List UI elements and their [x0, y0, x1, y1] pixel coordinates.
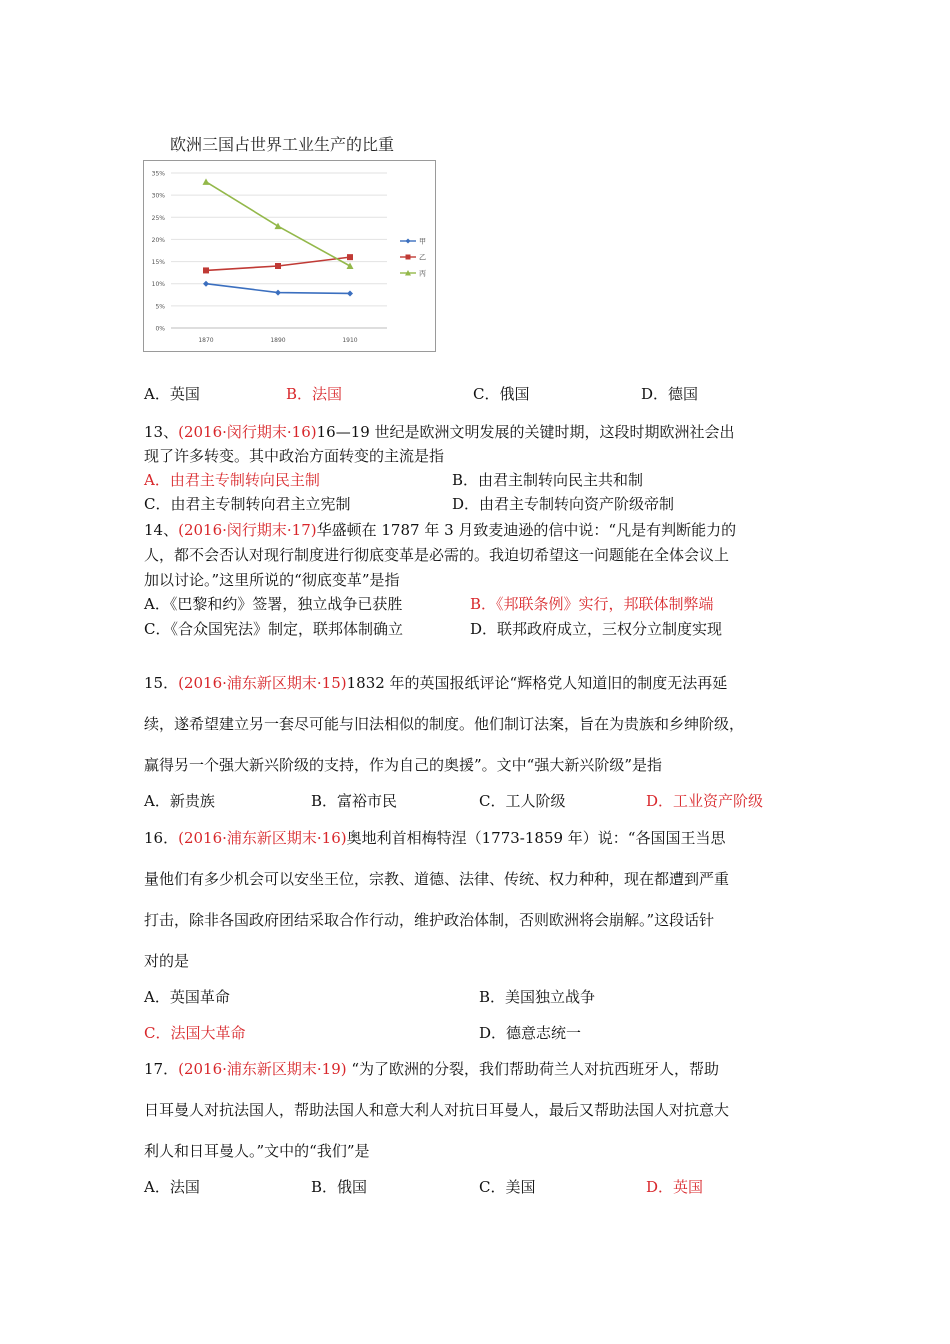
- q17-text: “为了欧洲的分裂，我们帮助荷兰人对抗西班牙人，帮助: [346, 1060, 720, 1078]
- q14-stem-line-2: 人，都不会否认对现行制度进行彻底变革是必需的。我迫切希望这一问题能在全体会议上: [144, 546, 730, 564]
- x-tick-label: 1890: [270, 337, 286, 344]
- q12-option-b-answer: B．法国: [286, 385, 343, 403]
- q13-stem-line-2: 现了许多转变。其中政治方面转变的主流是指: [144, 447, 445, 465]
- x-tick-label: 1910: [342, 337, 358, 344]
- data-point-series-3: [203, 178, 210, 185]
- legend-label-2: 乙: [419, 253, 426, 262]
- q17-number: 17．: [144, 1060, 179, 1078]
- q15-stem-line-3: 赢得另一个强大新兴阶级的支持，作为自己的奥援”。文中“强大新兴阶级”是指: [144, 756, 663, 774]
- q13-stem-line-1: [144, 421, 735, 443]
- chart-frame: [143, 160, 436, 352]
- q12-option-c: C．俄国: [473, 385, 530, 403]
- legend-label-1: 甲: [419, 237, 426, 246]
- q17-stem-line-3: 利人和日耳曼人。”文中的“我们”是: [144, 1142, 370, 1160]
- q14-option-a: A．《巴黎和约》签署，独立战争已获胜: [144, 595, 403, 613]
- q12-option-d: D．德国: [641, 385, 699, 403]
- y-tick-label: 20%: [151, 236, 165, 244]
- q15-option-d-answer: D．工业资产阶级: [646, 792, 764, 810]
- data-point-series-1: [347, 290, 353, 296]
- y-tick-label: 35%: [151, 170, 165, 178]
- q13-option-c: C．由君主专制转向君主立宪制: [144, 495, 351, 513]
- q15-stem-line-1: [144, 672, 727, 694]
- y-tick-label: 15%: [151, 259, 165, 267]
- q17-option-c: C．美国: [479, 1178, 536, 1196]
- q13-option-a-answer: A．由君主专制转向民主制: [144, 471, 320, 489]
- legend-label-3: 丙: [419, 269, 426, 278]
- q16-option-c-answer: C．法国大革命: [144, 1024, 246, 1042]
- q16-stem-line-4: 对的是: [144, 952, 190, 970]
- q17-option-d-answer: D．英国: [646, 1178, 704, 1196]
- q16-stem-line-3: 打击，除非各国政府团结采取合作行动，维护政治体制，否则欧洲将会崩解。”这段话针: [144, 911, 715, 929]
- y-tick-label: 0%: [155, 325, 165, 333]
- q17-stem-line-2: 日耳曼人对抗法国人，帮助法国人和意大利人对抗日耳曼人，最后又帮助法国人对抗意大: [144, 1101, 730, 1119]
- q15-number: 15．: [144, 674, 179, 692]
- q17-option-a: A．法国: [144, 1178, 200, 1196]
- q17-stem-line-1: [144, 1058, 719, 1080]
- y-tick-label: 30%: [151, 192, 165, 200]
- q14-number: 14、: [144, 521, 179, 539]
- q13-number: 13、: [144, 423, 179, 441]
- q14-stem-line-1: [144, 519, 736, 541]
- data-point-series-2: [347, 254, 353, 260]
- q15-option-c: C．工人阶级: [479, 792, 566, 810]
- q15-stem-line-2: 续，遂希望建立另一套尽可能与旧法相似的制度。他们制订法案，旨在为贵族和乡绅阶级，: [144, 715, 745, 733]
- q12-option-a: A．英国: [144, 385, 200, 403]
- q16-stem-line-2: 量他们有多少机会可以安坐王位，宗教、道德、法律、传统、权力种种，现在都遭到严重: [144, 870, 730, 888]
- q14-option-c: C．《合众国宪法》制定，联邦体制确立: [144, 620, 403, 638]
- legend-marker-2: [406, 255, 411, 260]
- q13-option-b: B．由君主制转向民主共和制: [452, 471, 644, 489]
- q17-option-b: B．俄国: [311, 1178, 368, 1196]
- data-point-series-3: [347, 263, 354, 270]
- q15-option-a: A．新贵族: [144, 792, 215, 810]
- q17-source: (2016·浦东新区期末·19): [178, 1060, 347, 1078]
- q14-option-b-answer: B．《邦联条例》实行，邦联体制弊端: [470, 595, 714, 613]
- q13-option-d: D．由君主专制转向资产阶级帝制: [452, 495, 675, 513]
- q15-source: (2016·浦东新区期末·15): [178, 674, 347, 692]
- data-point-series-3: [275, 223, 282, 230]
- q14-option-d: D．联邦政府成立，三权分立制度实现: [470, 620, 723, 638]
- q16-option-a: A．英国革命: [144, 988, 230, 1006]
- q16-number: 16．: [144, 829, 179, 847]
- data-point-series-2: [275, 263, 281, 269]
- q14-text: 华盛顿在 1787 年 3 月致麦迪逊的信中说：“凡是有判断能力的: [316, 521, 737, 539]
- q16-source: (2016·浦东新区期末·16): [178, 829, 347, 847]
- data-point-series-1: [275, 290, 281, 296]
- data-point-series-1: [203, 281, 209, 287]
- chart-title: 欧洲三国占世界工业生产的比重: [170, 135, 395, 154]
- line-chart: [144, 161, 435, 351]
- q16-text: 奥地利首相梅特涅（1773-1859 年）说：“各国国王当思: [346, 829, 726, 847]
- q14-stem-line-3: 加以讨论。”这里所说的“彻底变革”是指: [144, 571, 400, 589]
- q15-option-b: B．富裕市民: [311, 792, 398, 810]
- y-tick-label: 25%: [151, 214, 165, 222]
- q14-source: (2016·闵行期末·17): [178, 521, 317, 539]
- y-tick-label: 5%: [155, 303, 165, 311]
- legend-marker-1: [406, 239, 411, 244]
- data-point-series-2: [203, 267, 209, 273]
- q16-option-b: B．美国独立战争: [479, 988, 596, 1006]
- q16-stem-line-1: [144, 827, 725, 849]
- q16-option-d: D．德意志统一: [479, 1024, 582, 1042]
- q15-text: 1832 年的英国报纸评论“辉格党人知道旧的制度无法再延: [346, 674, 728, 692]
- q13-source: (2016·闵行期末·16): [178, 423, 317, 441]
- q13-text: 16—19 世纪是欧洲文明发展的关键时期，这段时期欧洲社会出: [316, 423, 735, 441]
- x-tick-label: 1870: [198, 337, 214, 344]
- y-tick-label: 10%: [151, 281, 165, 289]
